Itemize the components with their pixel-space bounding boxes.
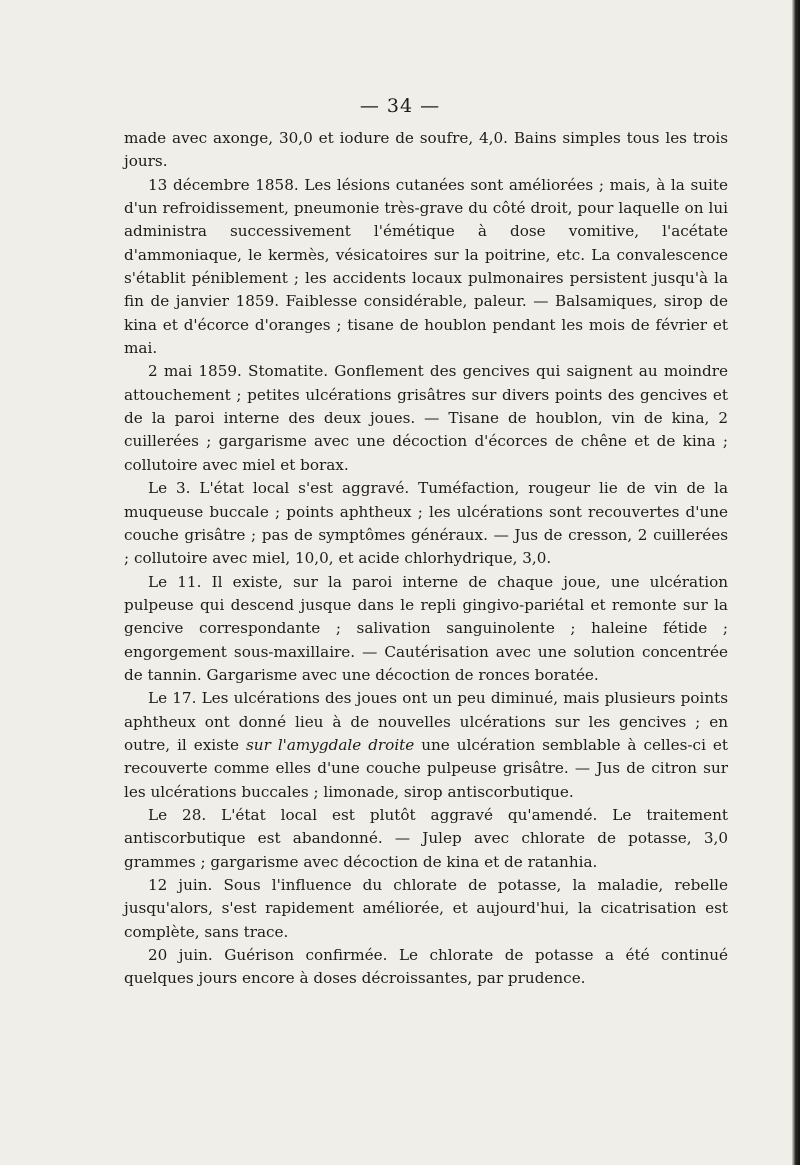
paragraph-text: Le 17. Les ulcérations des joues ont un peu diminué, mais plusieurs points aphtheux ont donné lieu à de nouvelles ulcérations sur les gencives ; en outre, il existe bbox=[124, 689, 728, 754]
italic-phrase: sur l'amygdale droite bbox=[246, 735, 415, 754]
page-edge bbox=[792, 0, 800, 1165]
paragraph: Le 11. Il existe, sur la paroi interne de chaque joue, une ulcération pulpeuse qui descend jusque dans le repli gingivo-pariétal et remonte sur la gencive correspondante ; salivation sanguinolente ; haleine fétide ; engorgement sous-maxillaire. — Cautérisation avec une solution concentrée de tannin. Gargarisme avec une décoction de ronces boratée. bbox=[124, 572, 728, 684]
paragraph: 20 juin. Guérison confirmée. Le chlorate de potasse a été continué quelques jours encore à doses décroissantes, par prudence. bbox=[124, 946, 728, 988]
paragraph: 2 mai 1859. Stomatite. Gonflement des gencives qui saignent au moindre attouchement ; petites ulcérations grisâtres sur divers points des gencives et de la paroi interne des deux joues. — Tisane de houblon, vin de kina, 2 cuillerées ; gargarisme avec une décoction d'écorces de chêne et de kina ; collutoire avec miel et borax. bbox=[124, 362, 728, 474]
paragraph bbox=[124, 687, 728, 804]
paragraph: 12 juin. Sous l'influence du chlorate de potasse, la maladie, rebelle jusqu'alors, s'est rapidement améliorée, et aujourd'hui, la cicatrisation est complète, sans trace. bbox=[124, 876, 728, 941]
page-number: — 34 — bbox=[359, 95, 441, 117]
paragraph: Le 3. L'état local s'est aggravé. Tuméfaction, rougeur lie de vin de la muqueuse buccale ; points aphtheux ; les ulcérations sont recouvertes d'une couche grisâtre ; pas de symptômes généraux. — Jus de cresson, 2 cuillerées ; collutoire avec miel, 10,0, et acide chlorhydrique, 3,0. bbox=[124, 479, 728, 568]
paragraph: made avec axonge, 30,0 et iodure de soufre, 4,0. Bains simples tous les trois jours. bbox=[124, 129, 728, 171]
paragraph: Le 28. L'état local est plutôt aggravé qu'amendé. Le traitement antiscorbutique est abandonné. — Julep avec chlorate de potasse, 3,0 grammes ; gargarisme avec décoction de kina et de ratanhia. bbox=[124, 805, 728, 871]
paragraph: 13 décembre 1858. Les lésions cutanées sont améliorées ; mais, à la suite d'un refroidissement, pneumonie très-grave du côté droit, pour laquelle on lui administra successivement l'émétique à dose vomitive, l'acétate d'ammoniaque, le kermès, vésicatoires sur la poitrine, etc. La convalescence s'établit péniblement ; les accidents locaux pulmonaires persistent jusqu'à la fin de janvier 1859. Faiblesse considérable, paleur. — Balsamiques, sirop de kina et d'écorce d'oranges ; tisane de houblon pendant les mois de février et mai. bbox=[124, 175, 728, 358]
body-text bbox=[124, 127, 728, 991]
paragraph-text: une ulcération semblable à celles-ci et recouverte comme elles d'une couche pulpeuse grisâtre. — Jus de citron sur les ulcérations buccales ; limonade, sirop antiscorbutique. bbox=[124, 735, 728, 801]
